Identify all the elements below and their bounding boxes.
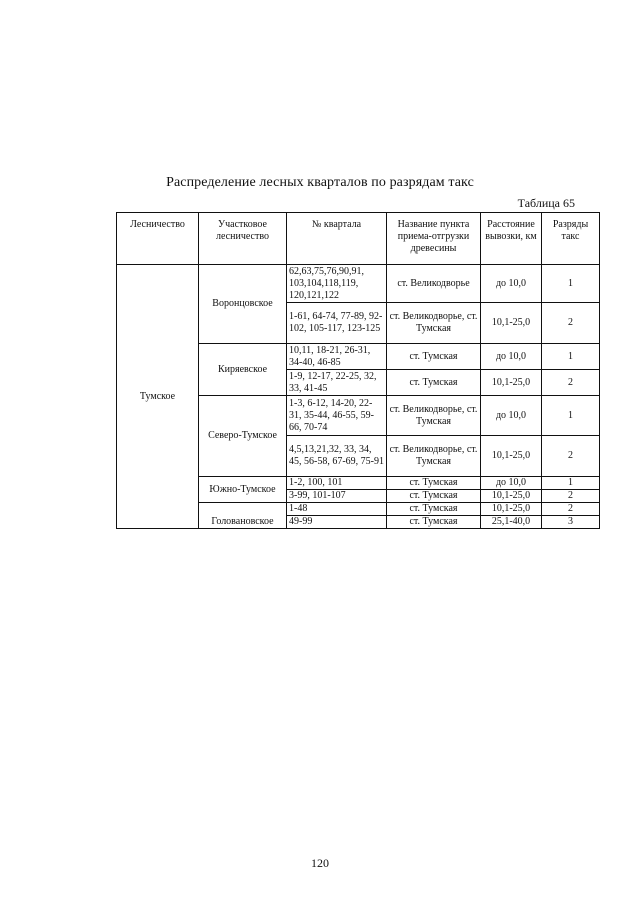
table-header-row xyxy=(117,213,600,265)
quarters-cell: 1-3, 6-12, 14-20, 22-31, 35-44, 46-55, 59-66, 70-74 xyxy=(287,396,387,436)
quarters-cell: 4,5,13,21,32, 33, 34, 45, 56-58, 67-69, 75-91 xyxy=(287,436,387,477)
quarters-cell: 1-2, 100, 101 xyxy=(287,477,387,490)
district-cell: Северо-Тумское xyxy=(199,396,287,477)
distance-cell: до 10,0 xyxy=(481,396,542,436)
district-cell: Южно-Тумское xyxy=(199,477,287,503)
loading-point-cell: ст. Великодворье, ст. Тумская xyxy=(387,396,481,436)
district-cell: Голованoвское xyxy=(199,503,287,529)
quarters-cell: 3-99, 101-107 xyxy=(287,490,387,503)
distance-cell: до 10,0 xyxy=(481,265,542,303)
distance-cell: 10,1-25,0 xyxy=(481,490,542,503)
rate-cell: 2 xyxy=(542,303,600,344)
distance-cell: 10,1-25,0 xyxy=(481,503,542,516)
rate-cell: 1 xyxy=(542,396,600,436)
loading-point-cell: ст. Тумская xyxy=(387,370,481,396)
loading-point-cell: ст. Великодворье xyxy=(387,265,481,303)
rate-cell: 2 xyxy=(542,436,600,477)
loading-point-cell: ст. Тумская xyxy=(387,503,481,516)
rate-cell: 2 xyxy=(542,490,600,503)
forestry-cell: Тумское xyxy=(117,265,199,529)
table-number-label: Таблица 65 xyxy=(517,196,575,210)
quarters-cell: 10,11, 18-21, 26-31, 34-40, 46-85 xyxy=(287,344,387,370)
quarters-cell: 1-9, 12-17, 22-25, 32, 33, 41-45 xyxy=(287,370,387,396)
loading-point-cell: ст. Тумская xyxy=(387,344,481,370)
distance-cell: 10,1-25,0 xyxy=(481,370,542,396)
header-distance: Расстояние вывозки, км xyxy=(481,213,542,265)
rate-cell: 2 xyxy=(542,503,600,516)
header-district: Участковое лесничество xyxy=(199,213,287,265)
loading-point-cell: ст. Великодворье, ст. Тумская xyxy=(387,436,481,477)
quarters-cell: 1-48 xyxy=(287,503,387,516)
quarters-cell: 62,63,75,76,90,91, 103,104,118,119, 120,121,122 xyxy=(287,265,387,303)
loading-point-cell: ст. Великодворье, ст. Тумская xyxy=(387,303,481,344)
loading-point-cell: ст. Тумская xyxy=(387,516,481,529)
header-loading-point: Название пункта приема-отгрузки древесины xyxy=(387,213,481,265)
table-row xyxy=(117,265,600,303)
quarters-cell: 1-61, 64-74, 77-89, 92-102, 105-117, 123-125 xyxy=(287,303,387,344)
distance-cell: 10,1-25,0 xyxy=(481,303,542,344)
district-cell: Воронцовское xyxy=(199,265,287,344)
header-forestry: Лесничество xyxy=(117,213,199,265)
rate-cell: 1 xyxy=(542,265,600,303)
quarters-cell: 49-99 xyxy=(287,516,387,529)
loading-point-cell: ст. Тумская xyxy=(387,477,481,490)
district-cell: Киряевское xyxy=(199,344,287,396)
header-quarters: № квартала xyxy=(287,213,387,265)
rate-cell: 1 xyxy=(542,344,600,370)
distance-cell: 25,1-40,0 xyxy=(481,516,542,529)
loading-point-cell: ст. Тумская xyxy=(387,490,481,503)
header-rate-class: Разряды такс xyxy=(542,213,600,265)
distance-cell: 10,1-25,0 xyxy=(481,436,542,477)
forest-quarters-table xyxy=(116,212,600,529)
distance-cell: до 10,0 xyxy=(481,344,542,370)
table-title: Распределение лесных кварталов по разрядам такс xyxy=(166,175,474,190)
rate-cell: 2 xyxy=(542,370,600,396)
rate-cell: 1 xyxy=(542,477,600,490)
rate-cell: 3 xyxy=(542,516,600,529)
page-number: 120 xyxy=(311,856,329,870)
distance-cell: до 10,0 xyxy=(481,477,542,490)
